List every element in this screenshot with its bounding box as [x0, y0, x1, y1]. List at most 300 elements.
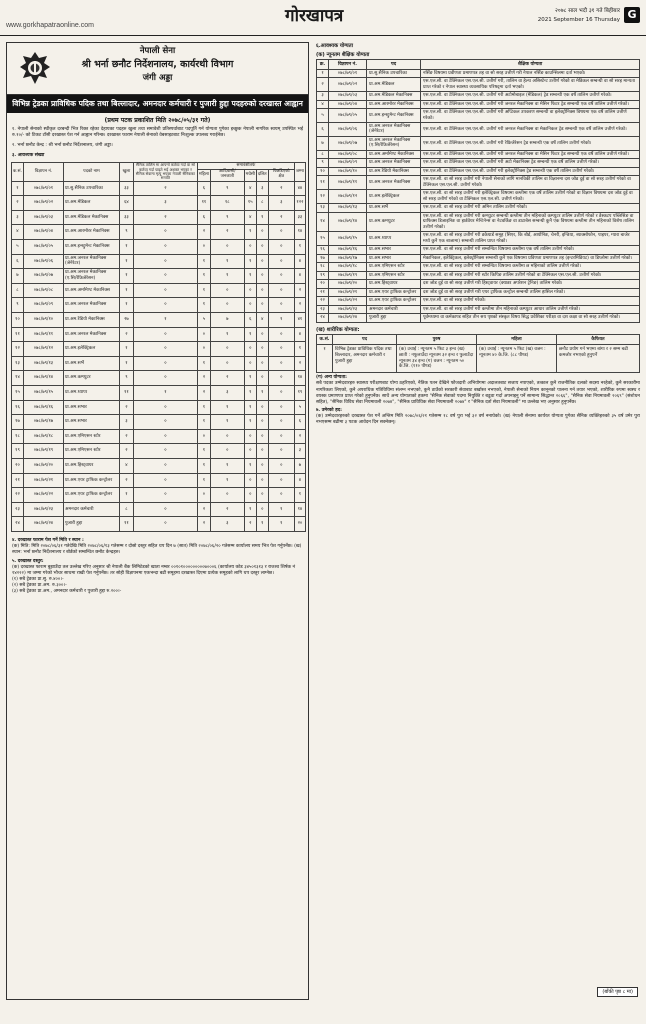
edu-qualification: एस.एल.सी. वा टेक्निकल एस.एल.सी. उत्तीर्ण गरी जनरल मेकानिक्स वा मेसिन फिटर ट्रेड सम्बन्धी एक वर्षे तालिम उत्तीर्ण गरेको। — [421, 100, 640, 108]
edu-sn: ३ — [317, 92, 329, 100]
vac-open: २ — [119, 429, 133, 444]
vac-madhesi: १५ — [244, 196, 256, 211]
vac-total: १४ — [294, 371, 305, 386]
vac-women: १ — [197, 269, 210, 284]
edu-qualification: एस.एल.सी. वा सो सरह उत्तीर्ण गरी कम्प्युटर सम्बन्धी कम्तीमा तीन महिनाको कम्प्युटर तालिम उत्तीर्ण गरेको र डेस्कटप पब्लिसिङ वा ग्राफिक्स डिजाइनिङ वा हार्डवेयर मेन्टिनेन्स वा नेटवर्किङ वा डाटाबेस सम्बन्धी कुनै एक विषयमा कम्तीमा तीन महिनाको विशेष तालिम उत्तीर्ण गरेको। — [421, 212, 640, 231]
edu-post: प्रा.अम.एमिएसन स्टोर — [367, 263, 421, 271]
edu-sn: १४ — [317, 212, 329, 231]
vac-post: प्रा.अम.जनरल मेकानिक्स (जेनेरेटर) — [63, 254, 119, 269]
vac-sn: १८ — [12, 429, 24, 444]
header-line2: श्री भर्ना छनौट निर्देशनालय, कार्यरथी विभाग — [81, 58, 234, 70]
edu-code: ०७८/७९/०६ — [329, 122, 367, 136]
vac-post: प्रा.अम.एयर ट्राफिक कन्ट्रोलर — [63, 473, 119, 488]
vac-total: ४ — [294, 473, 305, 488]
edu-code: ०७८/७९/१३ — [329, 204, 367, 212]
vac-open-sub: ० — [133, 429, 197, 444]
phys-sn: १ — [317, 344, 333, 372]
vac-open-sub: ३ — [133, 196, 197, 211]
vac-code: ०७८/७९/०६ — [23, 254, 63, 269]
vac-open-sub: २ — [133, 210, 197, 225]
vac-backward: ० — [268, 400, 294, 415]
vacancy-row — [12, 342, 306, 357]
vac-dalit: ० — [256, 225, 268, 240]
vac-madhesi: ४ — [244, 210, 256, 225]
edu-post: प्रा.अम.एयर ट्राफिक कन्ट्रोलर — [367, 288, 421, 296]
vacancy-row — [12, 371, 306, 386]
vac-post: प्रा.अम.जनरल मेकानिक्स — [63, 298, 119, 313]
vacancy-row — [12, 196, 306, 211]
vac-women: १ — [197, 254, 210, 269]
col-post: पदको नाम — [63, 163, 119, 181]
education-row — [317, 92, 640, 100]
vac-open-sub: ० — [133, 283, 197, 298]
edu-code: ०७८/७९/०९ — [329, 159, 367, 167]
edu-post: प्रा.सु.सैनिक उपचारिका — [367, 69, 421, 77]
vac-total: ५ — [294, 400, 305, 415]
vac-madhesi: ४ — [244, 181, 256, 196]
edu-qualification: एस.एल.सी. वा टेक्निकल एस.एल.सी. उत्तीर्ण गरी अटो मेकानिक्स ट्रेड सम्बन्धी एक वर्षे तालिम उत्तीर्ण गरेको। — [421, 159, 640, 167]
vac-post: प्रा.अम.आरमोरर मेकानिक्स — [63, 225, 119, 240]
edu-qualification: एस.एल.सी. वा सो सरह उत्तीर्ण गरी नेपाली सेनाको लागि मानविकी तालिम वा विज्ञानमा दश जोड दुई वा सो सरह उत्तीर्ण गरेको वा टेक्निकल एस.एल.सी. उत्तीर्ण गरेको। — [421, 176, 640, 190]
edu-sn: १० — [317, 167, 329, 175]
vac-women: ६ — [197, 210, 210, 225]
education-row — [317, 232, 640, 246]
vac-madhesi: ० — [244, 488, 256, 503]
col-open-sub: सैनिक तालिम मा आफ्नो कर्तव्य गर्दा वा सो कर्तव्य गर्दा घाइते भई अशक्त भएका र सैनिक सेवामा मृत्यु भएका नेपाली सैनिकका सन्तति — [133, 163, 197, 181]
col-total: जम्मा — [294, 163, 305, 181]
date-nepali: २०७८ साल भदौ ३१ गते बिहीबार — [555, 8, 620, 14]
vac-open: १ — [119, 283, 133, 298]
vac-madhesi: ० — [244, 473, 256, 488]
edu-code: ०७८/७९/१५ — [329, 232, 367, 246]
vac-tribe: ० — [210, 298, 244, 313]
edu-col-post: पद — [367, 60, 421, 70]
vac-women: १ — [197, 458, 210, 473]
edu-qualification: एस.एल.सी. वा टेक्निकल एस.एल.सी. उत्तीर्ण गरी अप्टिकल उपकरण सम्बन्धी वा इलेक्ट्रोनिक्स विषयमा एक वर्षे तालिम उत्तीर्ण गरेको। — [421, 109, 640, 123]
vac-backward: ० — [268, 458, 294, 473]
vac-sn: १४ — [12, 371, 24, 386]
edu-qualification: एस.एल.सी. वा टेक्निकल एस.एल.सी. उत्तीर्ण गरी, तालिम वा हेल्थ असिस्टेन्ट उत्तीर्ण गरेको वा मेडिकल सम्बन्धी वा सो सरह मान्यता प्राप्त गरेको र नेपाल स्वास्थ्य व्यवसायिक परिषद्‌मा दर्ता भएको। — [421, 78, 640, 92]
selection-center: २. भर्ना छनौट केन्द्र : श्री भर्ना छनौट निर्देशनालय, जंगी अड्डा। — [12, 142, 113, 148]
vac-sn: ८ — [12, 283, 24, 298]
vac-women: ० — [197, 240, 210, 255]
vac-code: ०७८/७९/२० — [23, 458, 63, 473]
edu-code: ०७८/७९/०२ — [329, 78, 367, 92]
vac-sn: ११ — [12, 327, 24, 342]
edu-qualification: दश जोड दुई वा सो सरह उत्तीर्ण गरी हिस्ट्वायर (क्याडर अपरेशन ट्रेनिङ) तालिम गरेको। — [421, 280, 640, 288]
vac-women: १ — [197, 298, 210, 313]
physical-row — [317, 344, 640, 372]
vac-open-sub: ० — [133, 444, 197, 459]
vac-tribe: ९ — [210, 210, 244, 225]
edu-sn: २३ — [317, 305, 329, 313]
vac-post: प्रा.अम.इन्स्ट्रुमेन्ट मेकानिक्स — [63, 240, 119, 255]
education-row — [317, 271, 640, 279]
education-row — [317, 78, 640, 92]
vac-women: ६ — [197, 181, 210, 196]
vac-dalit: १ — [256, 210, 268, 225]
vac-sn: १० — [12, 313, 24, 328]
vac-open: ११ — [119, 517, 133, 532]
edu-post: प्रा.अम.सभार — [367, 254, 421, 262]
edu-code: ०७८/७९/२२ — [329, 297, 367, 305]
vac-sn: १९ — [12, 444, 24, 459]
vac-backward: ० — [268, 356, 294, 371]
education-row — [317, 159, 640, 167]
vac-dalit: ० — [256, 254, 268, 269]
vac-total: १ — [294, 488, 305, 503]
edu-sn: ४ — [317, 100, 329, 108]
vac-dalit: ० — [256, 415, 268, 430]
vac-code: ०७८/७९/०२ — [23, 196, 63, 211]
vacancy-row — [12, 517, 306, 532]
vac-sn: ३ — [12, 210, 24, 225]
edu-post: प्रा.अम.जनरल मेकानिक्स (जेनेरेटर) — [367, 122, 421, 136]
fee-1: (१) सबै ट्रेडका प्रा.सु. रु.४००।- — [12, 576, 64, 582]
vac-total: २ — [294, 356, 305, 371]
masthead — [0, 0, 646, 36]
vac-tribe: २ — [210, 502, 244, 517]
edu-qualification: एस.एल.सी. वा टेक्निकल एस.एल.सी. उत्तीर्ण गरी जनरल मेकानिक्स वा मेकानिकल ट्रेड सम्बन्धी एक वर्षे तालिम उत्तीर्ण गरेको। — [421, 122, 640, 136]
education-row — [317, 100, 640, 108]
vac-open: २ — [119, 400, 133, 415]
vac-tribe: ० — [210, 488, 244, 503]
vac-open-sub: २ — [133, 181, 197, 196]
vacancy-row — [12, 313, 306, 328]
edu-post: प्रा.अम.एयर ट्राफिक कन्ट्रोलर — [367, 297, 421, 305]
vacancy-row — [12, 283, 306, 298]
vac-post: पुजारी हुद्दा — [63, 517, 119, 532]
vac-dalit: ० — [256, 342, 268, 357]
vac-tribe: १ — [210, 254, 244, 269]
vac-women: १ — [197, 356, 210, 371]
edu-post: प्रा.अम.सर्भे — [367, 204, 421, 212]
vac-open: २ — [119, 327, 133, 342]
vac-sn: १६ — [12, 400, 24, 415]
education-row — [317, 288, 640, 296]
edu-qualification: एस.एल.सी. वा सो सरह उत्तीर्ण गरी डकेयार्ड समूह (सिएर, कि बोर्ड, आयोनिङ, चेनरी, इन्डिया, ब्याक्सोफोन, पाइपर, ग्यारा बाजेर मध्ये कुनै एक बाजामा) सम्बन्धी तालिम प्राप्त गरेको। — [421, 232, 640, 246]
vac-women: २ — [197, 225, 210, 240]
phys-remark: छनौट प्रयोग गर्न भएमा बांगा र २ सम्म बढी कमजोर नभएको हुनुपर्ने — [557, 344, 640, 372]
edu-post: प्रा.अम.अर्मामेण्ट मेकानिक्स — [367, 150, 421, 158]
education-row — [317, 263, 640, 271]
phys-col-male: पुरुष — [397, 335, 477, 345]
vacancy-row — [12, 327, 306, 342]
edu-post: प्रा.अम.हिस्ट्वायर — [367, 280, 421, 288]
edu-post: प्रा.अम.जनरल मेकानिक्स — [367, 159, 421, 167]
site-url[interactable]: www.gorkhapatraonline.com — [6, 22, 94, 29]
vac-tribe: ० — [210, 283, 244, 298]
edu-sn: १२ — [317, 190, 329, 204]
vac-total: ६ — [294, 415, 305, 430]
vac-backward: १ — [268, 517, 294, 532]
vac-sn: १७ — [12, 415, 24, 430]
vac-total: २ — [294, 298, 305, 313]
vac-open: २ — [119, 444, 133, 459]
phys-col-sn: क.सं. — [317, 335, 333, 345]
vac-tribe: ३ — [210, 517, 244, 532]
vac-sn: २ — [12, 196, 24, 211]
edu-post: प्रा.अम.जनरल मेकानिक्स — [367, 176, 421, 190]
section5-text: (क) दरखास्त फाराम बुझाउँदा तल उल्लेख गरिए अनुसार श्री नेपाली बैंक लिमिटेडको खाता नम्बर ००१०१०००००००००७०००६ (कार्यालय कोड ३४५०१३१३ र राजश्व शिर्षक नं १४२२२) मा जम्मा गरेको भौचर साथमा राखी पेश गर्नुपर्नेछ। तर सोही विज्ञापनमा एकभन्दा बढी समूहमा दरखास्त दिएमा प्रत्येक समूहको लागि थप दस्तुर लाग्नेछ। — [12, 564, 296, 576]
vac-code: ०७८/७९/२१ — [23, 473, 63, 488]
vacancy-row — [12, 444, 306, 459]
vac-madhesi: १ — [244, 458, 256, 473]
vac-open: ३ — [119, 415, 133, 430]
vac-madhesi: १ — [244, 371, 256, 386]
vac-backward: ० — [268, 269, 294, 284]
vac-sn: ६ — [12, 254, 24, 269]
phys-male: (क) उचाई : न्यूनतम ५ फिट ३ इन्च (ख) छाती : नफुलाउँदा न्यूनतम ३२ इन्च र फुलाउँदा न्यूनतम ३४ इन्च (ग) वजन : न्यूनतम ५० के.जि. (११० पौण्ड) — [397, 344, 477, 372]
vac-total: ४ — [294, 327, 305, 342]
vac-backward: ० — [268, 429, 294, 444]
edu-post: प्रा.अम.ध्याप्प — [367, 232, 421, 246]
edu-code: ०७८/७९/०१ — [329, 69, 367, 77]
vac-dalit: ० — [256, 240, 268, 255]
vac-post: प्रा.अम.एयर ट्राफिक कन्ट्रोलर — [63, 488, 119, 503]
edu-qualification: एस.एल.सी. वा सो सरह उत्तीर्ण गरी स्टोर किपिङ तालिम उत्तीर्ण गरेको वा टेक्निकल एस.एल.सी. उत्तीर्ण गरेको। — [421, 271, 640, 279]
vac-open-sub: ० — [133, 269, 197, 284]
vac-code: ०७८/७९/०१ — [23, 181, 63, 196]
vac-backward: ० — [268, 254, 294, 269]
vac-open-sub: १ — [133, 386, 197, 401]
vac-dalit: ० — [256, 400, 268, 415]
vac-total: ४ — [294, 254, 305, 269]
physical-title: (ख) शारीरिक योग्यता: — [316, 326, 360, 333]
edu-qualification: एस.एल.सी. वा सो सरह उत्तीर्ण गरी इलेक्ट्रिकल विषयमा कम्तीमा एक वर्षे तालिम उत्तीर्ण गरेको वा विज्ञान विषयमा दश जोड दुई वा सो सरह उत्तीर्ण गरेको वा टेक्निकल एस.एल.सी. उत्तीर्ण गरेको। — [421, 190, 640, 204]
education-row — [317, 297, 640, 305]
army-header — [7, 43, 308, 95]
education-table — [316, 59, 640, 323]
edu-qualification: एस.एल.सी. वा सो सरह उत्तीर्ण गरेको। — [421, 297, 640, 305]
vac-backward: ० — [268, 327, 294, 342]
header-line1: नेपाली सेना — [139, 46, 176, 56]
edu-post: प्रा.अम.मेडिकल मेकानिक्स — [367, 92, 421, 100]
vac-post: प्रा.अम.एमिएसन स्टोर — [63, 429, 119, 444]
vac-open: १ — [119, 342, 133, 357]
vacancy-row — [12, 473, 306, 488]
phys-female: (क) उचाई : न्यूनतम ५ फिट (ख) वजन : न्यूनतम ४० के.जि. (८८ पौण्ड) — [477, 344, 557, 372]
phys-post: विभिन्न ट्रेडका प्राविधिक पदिक तथा बिल्लादार, अमनदार कर्मचारी र पुजारी हुद्दा — [333, 344, 397, 372]
edu-sn: १३ — [317, 204, 329, 212]
vac-open: १ — [119, 298, 133, 313]
vac-post: अमनदार कर्मचारी — [63, 502, 119, 517]
vac-total: १४ — [294, 502, 305, 517]
edu-sn: ११ — [317, 176, 329, 190]
vac-dalit: ० — [256, 327, 268, 342]
vac-total: २ — [294, 429, 305, 444]
vac-tribe: ७ — [210, 313, 244, 328]
vac-dalit: ० — [256, 488, 268, 503]
vac-code: ०७८/७९/०७ — [23, 269, 63, 284]
vac-women: ५ — [197, 313, 210, 328]
edu-col-qualification: शैक्षिक योग्यता — [421, 60, 640, 70]
edu-qualification: मेकानिकल, इलेक्ट्रिकल, इलेक्ट्रोनिक्स सम्बन्धी कुनै एक विषयमा प्रविणता प्रमाणपत्र तह (इन्टरमिडियट) वा डिप्लोमा उत्तीर्ण गरेको। — [421, 254, 640, 262]
other-title: (ग) अन्य योग्यता: — [316, 375, 347, 381]
education-row — [317, 305, 640, 313]
vac-madhesi: ० — [244, 342, 256, 357]
vac-sn: १ — [12, 181, 24, 196]
vac-total: १९ — [294, 386, 305, 401]
vac-dalit: ० — [256, 473, 268, 488]
vac-open: ६४ — [119, 196, 133, 211]
vac-backward: ० — [268, 371, 294, 386]
edu-post: प्रा.अम.आरमोरर मेकानिक्स — [367, 100, 421, 108]
vac-sn: ९ — [12, 298, 24, 313]
vacancy-row — [12, 400, 306, 415]
vac-sn: ४ — [12, 225, 24, 240]
fee-2: (२) सबै ट्रेडका प्रा.अम. रु.३००।- — [12, 582, 67, 588]
edu-sn: ६ — [317, 122, 329, 136]
vac-code: ०७८/७९/२३ — [23, 502, 63, 517]
vac-backward: ३ — [268, 196, 294, 211]
right-column — [316, 42, 640, 1000]
edu-qualification: एस.एल.सी. वा सो सरह उत्तीर्ण गरी अमिन तालिम उत्तीर्ण गरेको। — [421, 204, 640, 212]
vac-total: १२२ — [294, 196, 305, 211]
edu-sn: २२ — [317, 297, 329, 305]
edu-code: ०७८/७९/०३ — [329, 92, 367, 100]
edu-post: अमनदार कर्मचारी — [367, 305, 421, 313]
section5-title: ५. दरखास्त दस्तुर: — [12, 558, 44, 564]
education-row — [317, 254, 640, 262]
edu-post: प्रा.अम.सभार — [367, 246, 421, 254]
vac-code: ०७८/७९/१७ — [23, 415, 63, 430]
vac-tribe: २ — [210, 225, 244, 240]
edu-code: ०७८/७९/२४ — [329, 314, 367, 322]
vac-backward: ० — [268, 386, 294, 401]
vac-madhesi: १ — [244, 254, 256, 269]
vac-total: ७ — [294, 458, 305, 473]
vac-women: २ — [197, 517, 210, 532]
vac-backward: ० — [268, 342, 294, 357]
nepal-army-emblem-icon — [19, 51, 51, 87]
vac-sn: २४ — [12, 517, 24, 532]
col-backward: पिछडिएको क्षेत्र — [268, 169, 294, 181]
vac-total: ४१ — [294, 313, 305, 328]
vac-sn: २१ — [12, 473, 24, 488]
vac-open: २७ — [119, 313, 133, 328]
col-tribe: आदिवासी/ जनजाती — [210, 169, 244, 181]
vac-total: ४ — [294, 269, 305, 284]
other-text: सबै पदका उम्मेदवारहरु स्वास्थ्य परीक्षणबाट योग्य ठहरिएको, नैतिक पतन देखिने फौजदारी अभियोगमा अदालतबाट सजाय नपाएको, तत्काल कुनै राजनीतिक दलको सदस्य नरहेको, कुनै सरकारीमा नागरिकता लिएको, कुनै अपराधिक गतिविधिमा संलग्न नभएको, कुनै ठाउँको सरकारी सेवाबाट बर्खास्त नभएको, नेपाली सेनाको नियम कानूनको पालना गर्न तयार भएको, शारीरिक रुपमा स्वस्थ र वयस्क प्रमाणपत्र प्राप्त गरेको हुनुपर्नेछ। साथै अन्य योग्यताको हकमा "सैनिक सेवाको पदमा नियुक्ति र बढुवा गर्दा अपनाइनु पर्ने सामान्य सिद्धान्त २०६६", "सैनिक सेवा नियमावली २०६९" (संशोधन सहित), "सैनिक विविध सेवा नियमावली २०७४", "सैनिक प्राविधिक सेवा नियमावली २०७४" र "सैनिक दर्ता सेवा नियमावली" मा उल्लेख भए अनुसार हुनुपर्नेछ। — [316, 381, 640, 405]
vac-open: १ — [119, 356, 133, 371]
education-row — [317, 176, 640, 190]
age-title: ७. उमेरको हद: — [316, 407, 342, 413]
vac-dalit: ० — [256, 502, 268, 517]
education-row — [317, 246, 640, 254]
vac-code: ०७८/७९/२४ — [23, 517, 63, 532]
vacancy-row — [12, 210, 306, 225]
vac-madhesi: ० — [244, 283, 256, 298]
vac-madhesi: ० — [244, 240, 256, 255]
education-row — [317, 136, 640, 150]
vac-open: ८ — [119, 502, 133, 517]
edu-post: पुजारी हुद्दा — [367, 314, 421, 322]
vac-backward: ० — [268, 283, 294, 298]
edu-sn: १ — [317, 69, 329, 77]
vac-dalit: ० — [256, 356, 268, 371]
vac-code: ०७८/७९/१२ — [23, 342, 63, 357]
vac-post: प्रा.अम.मेडिकल — [63, 196, 119, 211]
edu-col-code: विज्ञापन नं. — [329, 60, 367, 70]
education-row — [317, 167, 640, 175]
vac-post: प्रा.अम.कम्प्युटर — [63, 371, 119, 386]
vac-madhesi: १ — [244, 225, 256, 240]
vac-women: ० — [197, 327, 210, 342]
publication-notice: (प्रथम पटक प्रकाशित मिति २०७८/०५/३१ गते) — [104, 116, 211, 124]
edu-qualification: एस.एल.सी. वा टेक्निकल एस.एल.सी. उत्तीर्ण गरी इलेक्ट्रोनिक्स ट्रेड सम्बन्धी एक वर्षे तालिम उत्तीर्ण गरेको। — [421, 167, 640, 175]
vac-total: २ — [294, 283, 305, 298]
edu-qualification: एस.एल.सी. वा टेक्निकल एस.एल.सी. उत्तीर्ण गरी रेफ्रिजेरेसन ट्रेड सम्बन्धी एक वर्षे तालिम उत्तीर्ण गरेको। — [421, 136, 640, 150]
vac-post: प्रा.अम.सभार — [63, 400, 119, 415]
edu-qualification: एस.एल.सी. वा सो सरह उत्तीर्ण गरी सम्बन्धित विषयमा कम्तीमा छ महिनाको तालिम उत्तीर्ण गरेको। — [421, 263, 640, 271]
vac-open-sub: १ — [133, 313, 197, 328]
vac-code: ०७८/७९/१६ — [23, 400, 63, 415]
vac-tribe: १ — [210, 473, 244, 488]
vac-madhesi: १ — [244, 400, 256, 415]
vac-madhesi: २ — [244, 517, 256, 532]
vac-open-sub: ० — [133, 458, 197, 473]
vac-dalit: १ — [256, 386, 268, 401]
vac-backward: १ — [268, 502, 294, 517]
edu-code: ०७८/७९/०७ — [329, 136, 367, 150]
edu-sn: १५ — [317, 232, 329, 246]
vac-code: ०७८/७९/१४ — [23, 371, 63, 386]
vac-total: ३३ — [294, 210, 305, 225]
vac-dalit: ३ — [256, 181, 268, 196]
col-dalit: दलित — [256, 169, 268, 181]
vac-dalit: ० — [256, 269, 268, 284]
vac-open: ११ — [119, 386, 133, 401]
physical-table — [316, 334, 640, 373]
edu-qualification: एस.एल.सी. वा सो सरह उत्तीर्ण गरी कम्तीमा तीन महिनाको कम्प्युटर आधार तालिम उत्तीर्ण गरेको। — [421, 305, 640, 313]
edu-post: प्रा.अम.मेडिकल — [367, 78, 421, 92]
edu-code: ०७८/७९/१९ — [329, 271, 367, 279]
vac-open: ९ — [119, 225, 133, 240]
col-inclusive: समावेशीतर्फ — [197, 163, 294, 170]
edu-code: ०७८/७९/१२ — [329, 190, 367, 204]
vac-tribe: १ — [210, 400, 244, 415]
vacancy-row — [12, 181, 306, 196]
vac-dalit: ० — [256, 444, 268, 459]
vac-code: ०७८/७९/०५ — [23, 240, 63, 255]
vac-open: १ — [119, 254, 133, 269]
vac-dalit: ४ — [256, 313, 268, 328]
vac-open: ९ — [119, 371, 133, 386]
vac-tribe: १ — [210, 415, 244, 430]
left-column — [6, 42, 309, 1000]
vac-madhesi: १ — [244, 269, 256, 284]
vac-madhesi: ० — [244, 356, 256, 371]
vac-open: ४ — [119, 458, 133, 473]
vac-code: ०७८/७९/१९ — [23, 444, 63, 459]
vac-dalit: ० — [256, 283, 268, 298]
vac-open: ३३ — [119, 210, 133, 225]
education-table-body — [317, 69, 640, 322]
vac-madhesi: ० — [244, 298, 256, 313]
vacancy-row — [12, 502, 306, 517]
vac-madhesi: ० — [244, 444, 256, 459]
edu-qualification: पूर्वमध्यमा वा कर्मकाण्ड सहित तीन सय पृष्ठको संस्कृत विषय सिद्ध प्रवेशिका परीक्षा वा दश कक्षा वा सो सरह उत्तीर्ण गरेको। — [421, 314, 640, 322]
education-subtitle: (क) न्यूनतम शैक्षिक योग्यता — [316, 51, 370, 58]
edu-code: ०७८/७९/१७ — [329, 254, 367, 262]
vac-women: १ — [197, 415, 210, 430]
edu-code: ०७८/७९/१४ — [329, 212, 367, 231]
vac-tribe: ० — [210, 444, 244, 459]
education-row — [317, 109, 640, 123]
vac-tribe: ० — [210, 429, 244, 444]
col-madhesi: मधेसी — [244, 169, 256, 181]
